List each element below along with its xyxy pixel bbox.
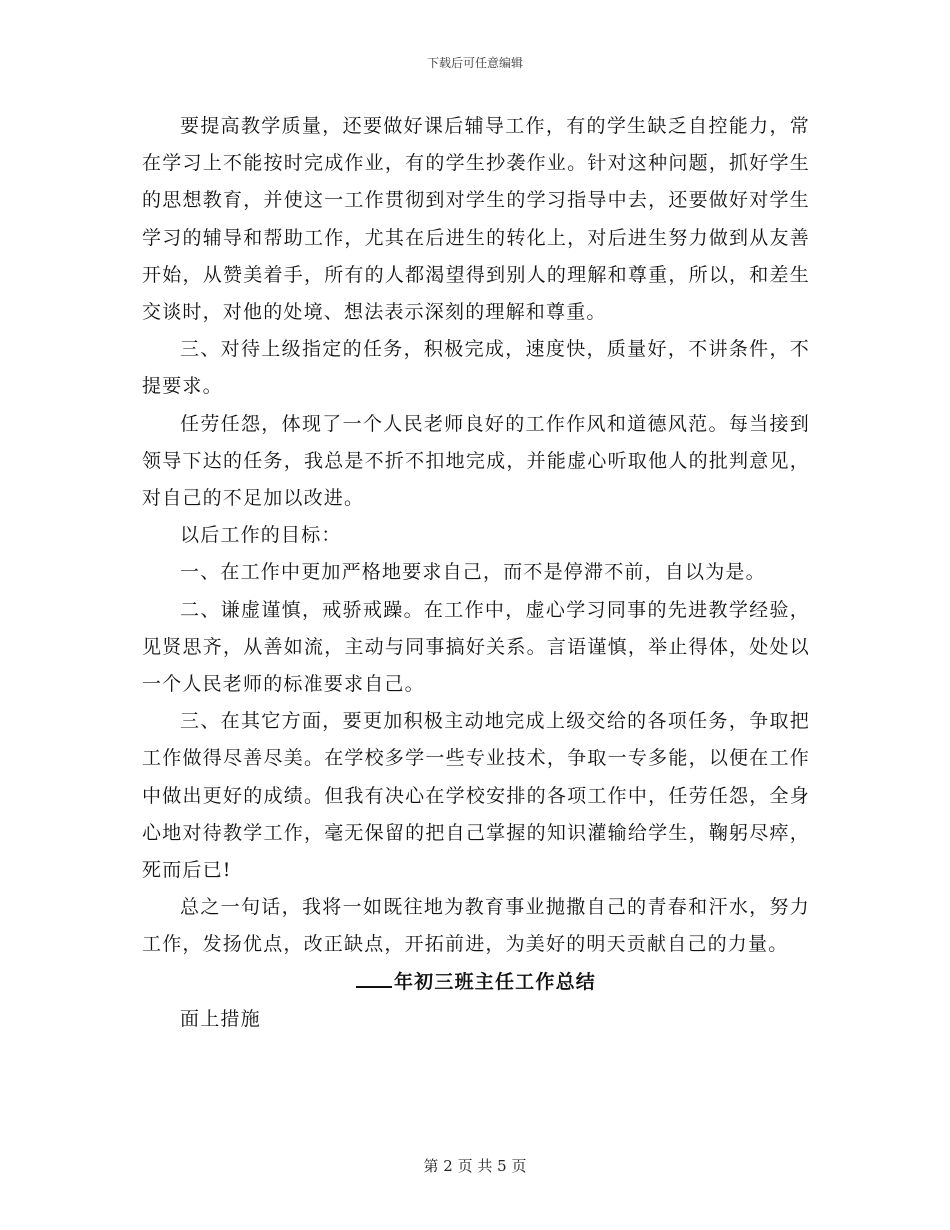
paragraph-section-start: 面上措施 [180, 1007, 261, 1030]
paragraph-future-goals-intro: 以后工作的目标： [180, 524, 342, 547]
section-title [142, 964, 810, 1001]
paragraph-goal-one: 一、在工作中更加严格地要求自己，而不是停滞不前，自以为是。 [180, 561, 766, 584]
section-title-text: 年初三班主任工作总结 [393, 970, 596, 993]
paragraph-goal-three: 三、在其它方面，要更加积极主动地完成上级交给的各项任务，争取把工作做得尽善尽美。在学校多学一些专业技术，争取一专多能，以便在工作中做出更好的成绩。但我有决心在学校安排的各项工作中，任劳任怨，全身心地对待教学工作，毫无保留的把自己掌握的知识灌输给学生，鞠躬尽瘁，死而后已! [142, 710, 810, 882]
title-blank-line [356, 968, 392, 988]
paragraph-conclusion: 总之一句话，我将一如既往地为教育事业抛撒自己的青春和汗水，努力工作，发扬优点，改正缺点，开拓前进，为美好的明天贡献自己的力量。 [142, 896, 810, 956]
paragraph-work-style: 任劳任怨，体现了一个人民老师良好的工作作风和道德风范。每当接到领导下达的任务，我总是不折不扣地完成，并能虚心听取他人的批判意见，对自己的不足加以改进。 [142, 412, 810, 510]
paragraph-tutoring: 要提高教学质量，还要做好课后辅导工作，有的学生缺乏自控能力，常在学习上不能按时完成作业，有的学生抄袭作业。针对这种问题，抓好学生的思想教育，并使这一工作贯彻到对学生的学习指导中去，还要做好对学生学习的辅导和帮助工作，尤其在后进生的转化上，对后进生努力做到从友善开始，从赞美着手，所有的人都渴望得到别人的理解和尊重，所以，和差生交谈时，对他的处境、想法表示深刻的理解和尊重。 [142, 115, 810, 324]
page-header-note: 下载后可任意编辑 [426, 56, 523, 70]
paragraph-goal-two: 二、谦虚谨慎，戒骄戒躁。在工作中，虚心学习同事的先进教学经验，见贤思齐，从善如流，主动与同事搞好关系。言语谨慎，举止得体，处处以一个人民老师的标准要求自己。 [142, 598, 810, 696]
paragraph-assigned-tasks: 三、对待上级指定的任务，积极完成，速度快，质量好，不讲条件，不提要求。 [142, 338, 810, 398]
document-body [142, 108, 810, 1038]
page-number: 第 2 页 共 5 页 [423, 1157, 527, 1175]
